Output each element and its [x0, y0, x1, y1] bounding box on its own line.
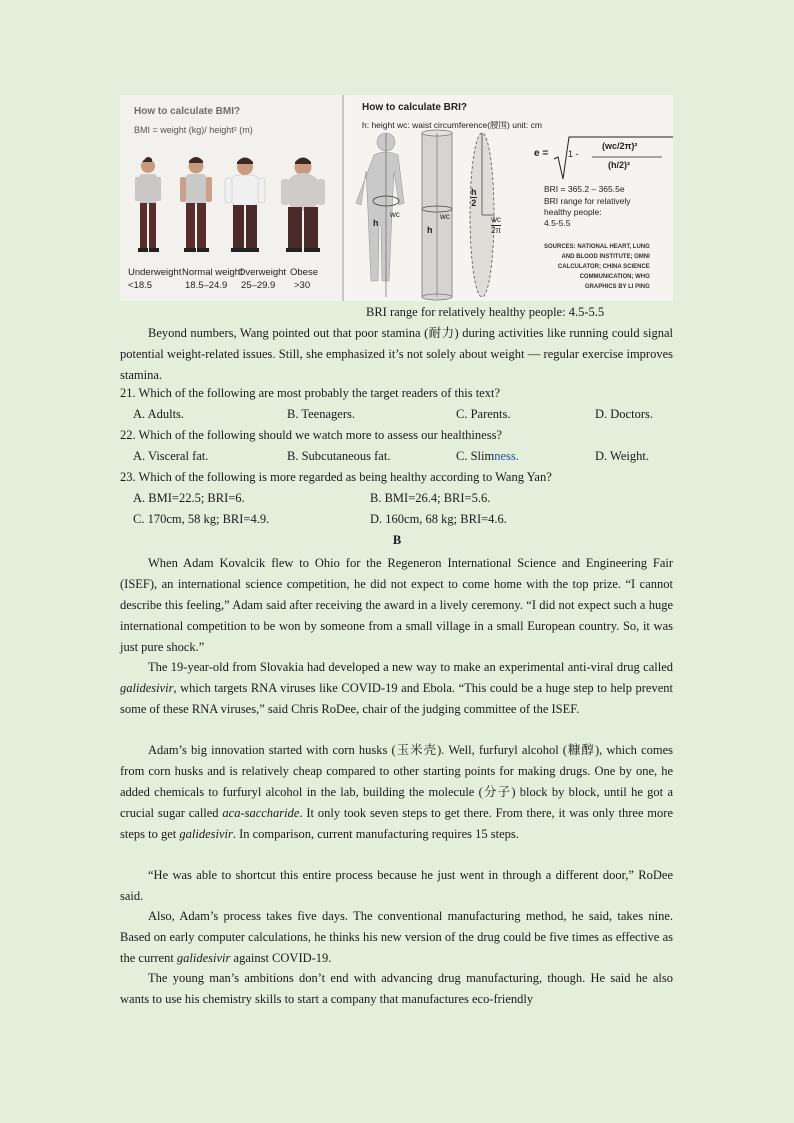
question-23-stem: 23. Which of the following is more regarded as being healthy according to Wang Yan? — [120, 470, 552, 484]
bmi-category-obese — [290, 266, 318, 292]
range-line: healthy people: — [544, 207, 602, 217]
bri-range-block — [544, 196, 630, 229]
obese-figure-icon — [281, 158, 325, 253]
label-wc-2pi — [491, 215, 501, 236]
formula-lhs: e = — [534, 148, 549, 159]
label-h-body: h — [373, 218, 379, 228]
q22-option-d: D. Weight. — [595, 449, 649, 463]
bmi-category-normal — [182, 266, 243, 292]
q21-option-d: D. Doctors. — [595, 407, 653, 421]
q22-option-c — [456, 449, 519, 464]
label-wc-cylinder: wc — [440, 212, 450, 221]
source-line: COMMUNICATION; WHO — [579, 274, 650, 280]
text-part: , which targets RNA viruses like COVID-19 and Ebola. “This could be a huge step to help prevent some of these RNA viruses,” said Chris RoDee, chair of the judging committee of the ISEF. — [120, 681, 673, 716]
paragraph-ambitions: The young man’s ambitions don’t end with advancing drug manufacturing, though. He said he also wants to use his chemistry skills to start a company that manufactures eco-friendly — [120, 971, 673, 1006]
q21-option-c: C. Parents. — [456, 407, 511, 421]
text-part: against COVID-19. — [230, 951, 332, 965]
sugar-name: aca-saccharide — [222, 806, 300, 820]
q23-option-a: A. BMI=22.5; BRI=6. — [133, 491, 245, 505]
option-c-part2: ness. — [494, 449, 519, 463]
formula-numerator: (wc/2π)² — [602, 141, 638, 151]
q21-option-a: A. Adults. — [133, 407, 185, 421]
text-part: . In comparison, current manufacturing requires 15 steps. — [232, 827, 519, 841]
q23-option-b: B. BMI=26.4; BRI=5.6. — [370, 491, 491, 505]
range-line: 4.5-5.5 — [544, 218, 571, 228]
drug-name: galidesivir — [120, 681, 174, 695]
category-name: Normal weight — [182, 267, 243, 278]
bri-legend: h: height wc: waist circumference(腰围) unit: cm — [362, 120, 542, 130]
q21-option-b: B. Teenagers. — [287, 407, 355, 421]
range-line: BRI range for relatively — [544, 196, 631, 206]
category-range: <18.5 — [128, 280, 153, 291]
underweight-figure-icon — [135, 157, 161, 252]
category-range: >30 — [294, 280, 311, 291]
q22-option-a: A. Visceral fat. — [133, 449, 209, 463]
bmi-panel — [120, 95, 340, 301]
figure-caption: BRI range for relatively healthy people: 4.5-5.5 — [366, 305, 605, 319]
sources-block — [544, 242, 650, 292]
bmi-bri-infographic — [120, 95, 673, 301]
bmi-category-underweight — [128, 266, 181, 292]
section-b-heading: B — [392, 533, 402, 547]
source-line: GRAPHICS BY LI PING — [584, 284, 650, 290]
category-name: Underweight — [128, 267, 182, 278]
paragraph-shortcut: “He was able to shortcut this entire process because he just went in through a different door,” RoDee said. — [120, 868, 673, 903]
formula-denominator: (h/2)² — [608, 160, 630, 170]
fraction-bottom: 2π — [491, 226, 501, 235]
text-part: Adam’s big innovation started with corn husks (玉米壳). Well, furfuryl alcohol (糠醇), which comes from corn husks and is relatively cheap compared to other starting points for making drugs. One by one, he added chemicals to furfuryl alcohol in the lab, building the molecule (分子) block by block, until he got a crucial sugar called — [120, 743, 673, 820]
paragraph-adam-intro: When Adam Kovalcik flew to Ohio for the Regeneron International Science and Engineering Fair (ISEF), an international science competition, he did not expect to come home with the top prize. “I cannot describe this feeling,” Adam said after receiving the award in a lively ceremony. “I did not expect such a huge international competition to be won by someone from a small village in a small European country. So, it was just pure shock.” — [120, 556, 673, 654]
q23-option-d: D. 160cm, 68 kg; BRI=4.6. — [370, 512, 507, 526]
formula-root-prefix: 1 - — [568, 149, 579, 159]
category-name: Obese — [290, 267, 318, 278]
label-h-half — [471, 187, 477, 208]
normal-weight-figure-icon — [180, 157, 212, 252]
bri-title: How to calculate BRI? — [362, 102, 468, 113]
text-part: . It only took seven steps to get there. From there, it was only three more steps to get — [120, 806, 673, 841]
category-name: Overweight — [238, 267, 287, 278]
bmi-formula: BMI = weight (kg)/ height² (m) — [134, 125, 253, 135]
paragraph-corn-husks — [120, 740, 673, 845]
bri-panel — [346, 95, 673, 301]
category-range: 25–29.9 — [241, 280, 276, 291]
human-silhouette-icon — [356, 133, 404, 281]
source-line: CALCULATOR; CHINA SCIENCE — [557, 264, 650, 270]
text-part: Also, Adam’s process takes five days. The conventional manufacturing method, he said, takes nine. Based on early computer calculations, he thinks his new version of the drug could be five times as effective as the current — [120, 909, 673, 965]
drug-name: galidesivir — [179, 827, 233, 841]
question-21-stem: 21. Which of the following are most probably the target readers of this text? — [120, 386, 500, 400]
q22-option-b: B. Subcutaneous fat. — [287, 449, 391, 463]
paragraph-galidesivir — [120, 657, 673, 720]
question-22-stem: 22. Which of the following should we watch more to assess our healthiness? — [120, 428, 502, 442]
fraction-top: wc — [491, 215, 501, 224]
drug-name: galidesivir — [176, 951, 231, 965]
source-line: SOURCES: NATIONAL HEART, LUNG — [544, 244, 650, 250]
text-part: The 19-year-old from Slovakia had developed a new way to make an experimental anti-viral drug called — [148, 660, 673, 674]
fraction-top: h — [471, 187, 477, 197]
q23-option-c: C. 170cm, 58 kg; BRI=4.9. — [133, 512, 270, 526]
option-c-part1: C. Slim — [456, 449, 495, 463]
label-h-cylinder: h — [427, 225, 433, 235]
source-line: AND BLOOD INSTITUTE; OMNI — [561, 254, 650, 260]
label-wc-body: wc — [390, 210, 400, 219]
bmi-category-overweight — [238, 266, 286, 292]
fraction-bottom: 2 — [471, 198, 477, 208]
figure-divider — [342, 95, 344, 301]
paragraph-five-days — [120, 906, 673, 969]
bri-equation: BRI = 365.2 – 365.5e — [544, 184, 625, 194]
category-range: 18.5–24.9 — [185, 280, 228, 291]
bmi-title: How to calculate BMI? — [134, 106, 241, 117]
overweight-figure-icon — [225, 158, 265, 253]
paragraph-stamina: Beyond numbers, Wang pointed out that poor stamina (耐力) during activities like running could signal potential weight-related issues. Still, she emphasized it’s not solely about weight — regular exercise improves stamina. — [120, 326, 673, 382]
